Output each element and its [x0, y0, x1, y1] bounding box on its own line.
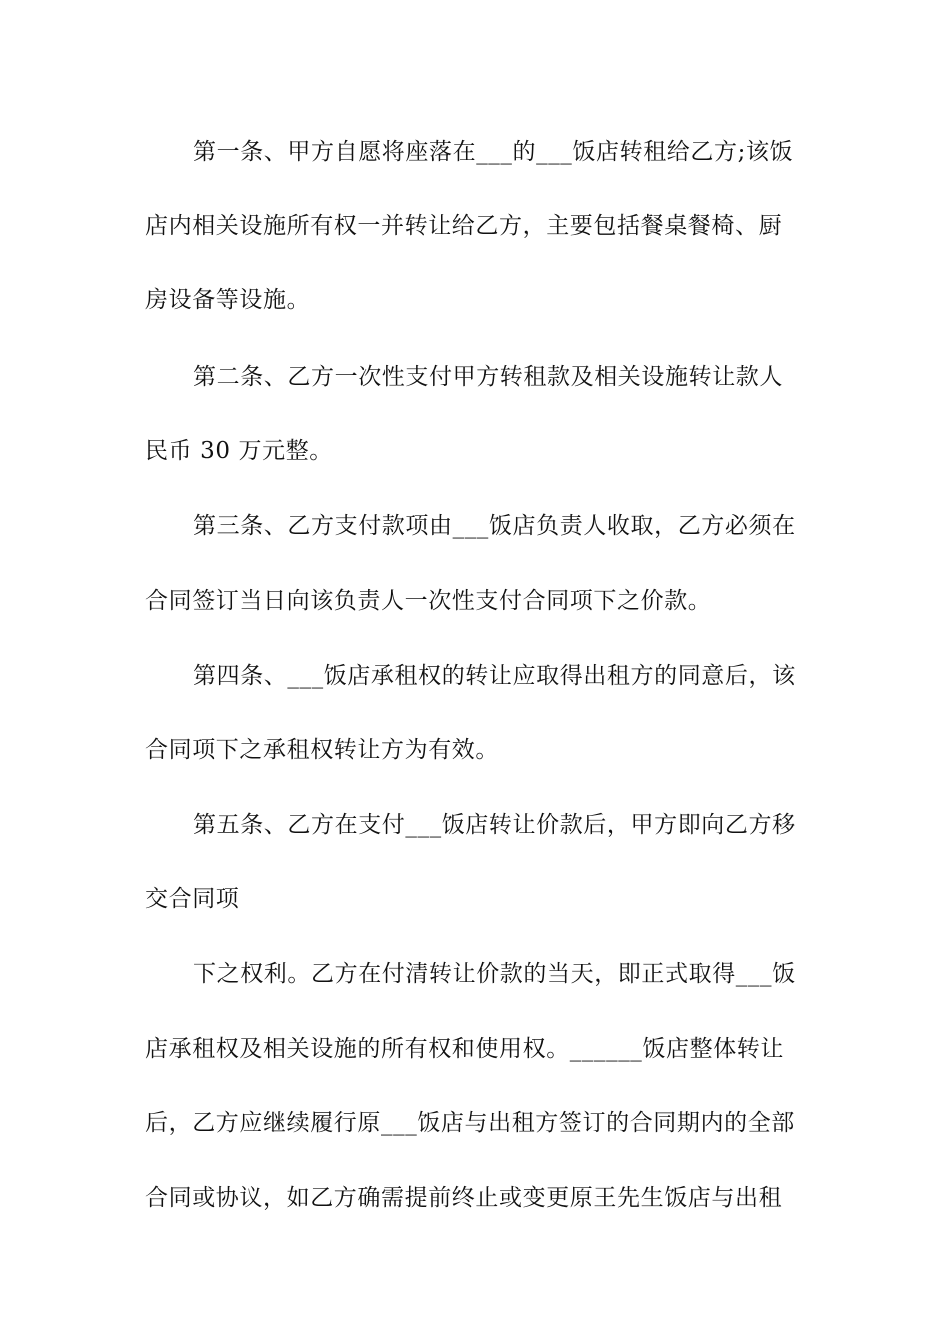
paragraph-6-line-1: 下之权利。乙方在付清转让价款的当天，即正式取得___饭: [193, 961, 796, 987]
article-2-line-2: 民币 30 万元整。: [145, 438, 333, 464]
article-3-line-1: 第三条、乙方支付款项由___饭店负责人收取，乙方必须在: [193, 513, 796, 539]
article-5-line-1: 第五条、乙方在支付___饭店转让价款后，甲方即向乙方移: [193, 812, 796, 838]
article-1-line-3: 房设备等设施。: [145, 287, 311, 313]
article-1-line-1: 第一条、甲方自愿将座落在___的___饭店转租给乙方;该饭: [193, 139, 794, 165]
paragraph-6-line-3: 后，乙方应继续履行原___饭店与出租方签订的合同期内的全部: [145, 1110, 795, 1136]
article-2-line-1: 第二条、乙方一次性支付甲方转租款及相关设施转让款人: [193, 364, 783, 390]
article-4-line-1: 第四条、___饭店承租权的转让应取得出租方的同意后，该: [193, 663, 796, 689]
article-1-line-2: 店内相关设施所有权一并转让给乙方，主要包括餐桌餐椅、厨: [145, 213, 783, 239]
article-5-line-2: 交合同项: [145, 886, 240, 912]
paragraph-6-line-2: 店承租权及相关设施的所有权和使用权。______饭店整体转让: [145, 1036, 784, 1062]
paragraph-6-line-4: 合同或协议，如乙方确需提前终止或变更原王先生饭店与出租: [145, 1185, 783, 1211]
article-3-line-2: 合同签订当日向该负责人一次性支付合同项下之价款。: [145, 588, 712, 614]
article-4-line-2: 合同项下之承租权转让方为有效。: [145, 737, 499, 763]
